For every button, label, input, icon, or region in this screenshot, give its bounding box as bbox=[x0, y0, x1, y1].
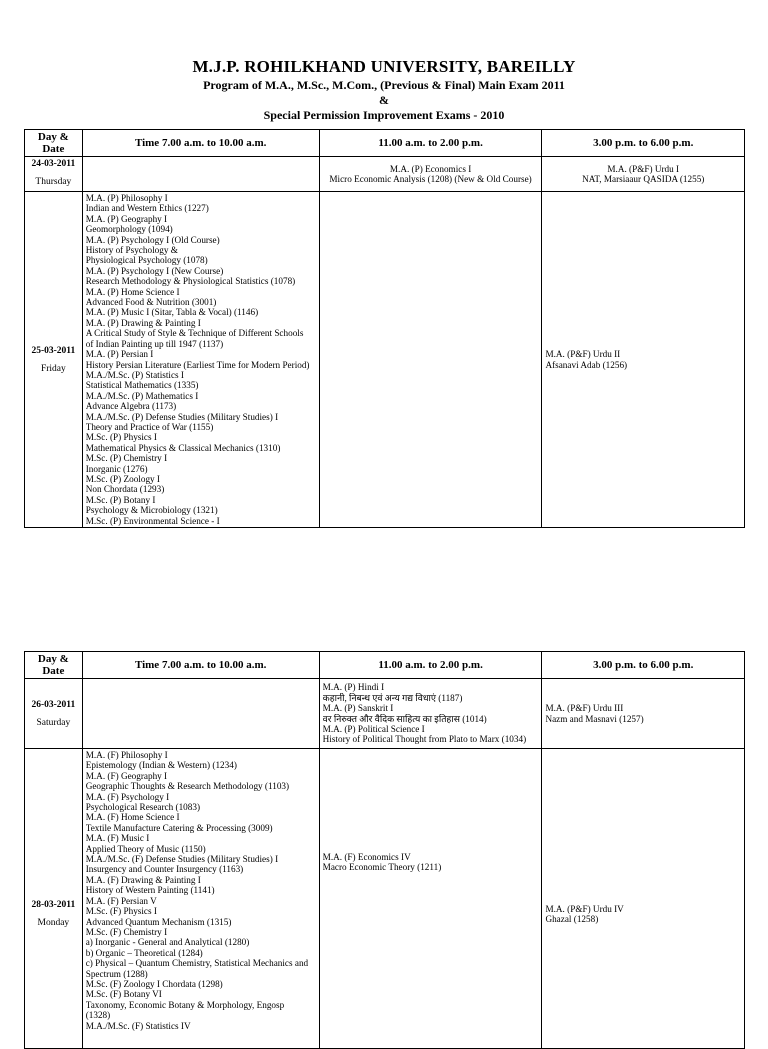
course-line: M.A. (F) Drawing & Painting I bbox=[85, 874, 201, 885]
course-line: M.A. (F) Philosophy I bbox=[85, 750, 168, 760]
slot2-cell bbox=[319, 157, 542, 192]
university-title: M.J.P. ROHILKHAND UNIVERSITY, BAREILLY bbox=[192, 57, 576, 76]
date-cell bbox=[25, 749, 83, 1049]
course-line: History of Western Painting (1141) bbox=[85, 885, 215, 896]
course-line: b) Organic – Theoretical (1284) bbox=[85, 947, 203, 958]
course-line: Spectrum (1288) bbox=[85, 968, 148, 979]
table-row bbox=[25, 157, 745, 192]
date-cell bbox=[25, 192, 83, 528]
course-line: Advanced Food & Nutrition (3001) bbox=[85, 297, 217, 308]
slot2-header: 11.00 a.m. to 2.00 p.m. bbox=[319, 130, 542, 157]
date-cell bbox=[25, 157, 83, 192]
schedule-table-1 bbox=[24, 129, 745, 528]
course-line: Macro Economic Theory (1211) bbox=[322, 862, 442, 873]
course-line: कहानी, निबन्ध एवं अन्य गद्य विधाएं (1187) bbox=[322, 692, 463, 703]
course-line: History of Political Thought from Plato to Marx (1034) bbox=[322, 734, 527, 745]
course-line: M.Sc. (F) Chemistry I bbox=[85, 926, 168, 937]
course-line: M.Sc. (P) Botany I bbox=[85, 494, 156, 505]
course-line: M.A. (F) Persian V bbox=[85, 895, 157, 906]
course-line: Theory and Practice of War (1155) bbox=[85, 421, 214, 432]
course-line: History of Psychology & bbox=[85, 245, 178, 256]
course-line: M.A. (P) Psychology I (Old Course) bbox=[85, 234, 220, 245]
course-line: M.A./M.Sc. (P) Statistics I bbox=[85, 369, 184, 380]
course-line: M.A. (P&F) Urdu III bbox=[545, 703, 624, 714]
slot3-cell bbox=[542, 192, 745, 528]
course-line: M.Sc. (P) Zoology I bbox=[85, 473, 160, 484]
course-line: of Indian Painting up till 1947 (1137) bbox=[85, 338, 224, 349]
course-line: Advance Algebra (1173) bbox=[85, 401, 177, 412]
ampersand-line: & bbox=[379, 93, 389, 107]
course-line: M.A./M.Sc. (P) Mathematics I bbox=[85, 390, 199, 401]
course-line: M.A. (P) Drawing & Painting I bbox=[85, 317, 201, 328]
course-line: M.Sc. (F) Physics I bbox=[85, 906, 157, 917]
course-line: Afsanavi Adab (1256) bbox=[545, 359, 628, 370]
course-line: M.A. (F) Economics IV bbox=[322, 852, 411, 862]
course-line: M.A. (P&F) Urdu I bbox=[607, 163, 680, 174]
course-line: History Persian Literature (Earliest Time for Modern Period) bbox=[85, 359, 310, 370]
slot1-cell bbox=[82, 157, 319, 192]
date: 24-03-2011 bbox=[31, 159, 76, 169]
slot3-header: 3.00 p.m. to 6.00 p.m. bbox=[542, 130, 745, 157]
course-line: Nazm and Masnavi (1257) bbox=[545, 713, 644, 724]
slot1-header: Time 7.00 a.m. to 10.00 a.m. bbox=[82, 130, 319, 157]
table-header-row bbox=[25, 130, 745, 157]
slot2-cell bbox=[319, 749, 542, 1049]
date-cell bbox=[25, 679, 83, 749]
program-title: Program of M.A., M.Sc., M.Com., (Previous & Final) Main Exam 2011 bbox=[203, 78, 565, 92]
day-date-header: Day & Date bbox=[25, 130, 83, 157]
table-row bbox=[25, 192, 745, 528]
course-line: M.A. (P) Persian I bbox=[85, 349, 154, 360]
course-line: Statistical Mathematics (1335) bbox=[85, 380, 199, 391]
course-line: a) Inorganic - General and Analytical (1280) bbox=[85, 937, 250, 948]
course-line: M.Sc. (P) Chemistry I bbox=[85, 453, 168, 464]
table-row bbox=[25, 679, 745, 749]
course-line: M.A. (P) Music I (Sitar, Tabla & Vocal) (1146) bbox=[85, 307, 259, 318]
course-line: Taxonomy, Economic Botany & Morphology, Engosp bbox=[85, 999, 285, 1010]
course-line: Physiological Psychology (1078) bbox=[85, 255, 208, 266]
slot1-cell bbox=[82, 749, 319, 1049]
schedule-table-2 bbox=[24, 651, 745, 1049]
slot3-header: 3.00 p.m. to 6.00 p.m. bbox=[542, 652, 745, 679]
course-line: M.A. (F) Home Science I bbox=[85, 812, 180, 823]
course-line: (1328) bbox=[85, 1010, 111, 1021]
slot2-cell bbox=[319, 679, 542, 749]
course-line: वर निरुक्त और वैदिक साहित्य का इतिहास (1014) bbox=[322, 713, 487, 724]
course-line: M.A. (P) Home Science I bbox=[85, 286, 180, 297]
course-line: M.A. (F) Geography I bbox=[85, 770, 168, 781]
course-line: M.A. (P&F) Urdu II bbox=[545, 349, 621, 360]
slot2-cell bbox=[319, 192, 542, 528]
course-line: Research Methodology & Physiological Statistics (1078) bbox=[85, 276, 296, 287]
course-line: M.A. (P&F) Urdu IV bbox=[545, 904, 624, 914]
course-line: Geomorphology (1094) bbox=[85, 224, 173, 235]
course-line: Ghazal (1258) bbox=[545, 914, 599, 925]
course-line: NAT, Marsiaaur QASIDA (1255) bbox=[582, 174, 705, 184]
course-line: A Critical Study of Style & Technique of Different Schools bbox=[85, 328, 304, 339]
course-line: M.A./M.Sc. (F) Defense Studies (Military Studies) I bbox=[85, 854, 279, 865]
course-line: Micro Economic Analysis (1208) (New & Old Course) bbox=[329, 174, 532, 184]
course-line: M.A./M.Sc. (P) Defense Studies (Military Studies) I bbox=[85, 411, 279, 422]
course-line: M.Sc. (F) Zoology I Chordata (1298) bbox=[85, 978, 223, 989]
course-line: M.A. (P) Hindi I bbox=[322, 682, 385, 693]
slot3-cell bbox=[542, 749, 745, 1049]
date: 26-03-2011 bbox=[31, 699, 76, 710]
course-line: M.Sc. (F) Botany VI bbox=[85, 989, 162, 1000]
course-line: Psychology & Microbiology (1321) bbox=[85, 505, 218, 516]
table-row bbox=[25, 749, 745, 1049]
course-line: M.A. (P) Political Science I bbox=[322, 723, 425, 734]
slot2-header: 11.00 a.m. to 2.00 p.m. bbox=[319, 652, 542, 679]
course-line: Inorganic (1276) bbox=[85, 463, 148, 474]
course-line: Advanced Quantum Mechanism (1315) bbox=[85, 916, 232, 927]
course-line: M.A./M.Sc. (F) Statistics IV bbox=[85, 1020, 191, 1031]
course-line: M.A. (P) Philosophy I bbox=[85, 193, 168, 203]
course-line: Geographic Thoughts & Research Methodology (1103) bbox=[85, 781, 290, 792]
date: 28-03-2011 bbox=[31, 900, 76, 910]
course-line: Applied Theory of Music (1150) bbox=[85, 843, 206, 854]
course-line: Insurgency and Counter Insurgency (1163) bbox=[85, 864, 244, 875]
date: 25-03-2011 bbox=[31, 345, 76, 356]
course-line: M.Sc. (P) Physics I bbox=[85, 432, 157, 443]
special-exam-title: Special Permission Improvement Exams - 2010 bbox=[263, 108, 505, 122]
course-line: Indian and Western Ethics (1227) bbox=[85, 203, 209, 214]
course-line: Non Chordata (1293) bbox=[85, 484, 165, 495]
course-line: M.A. (F) Psychology I bbox=[85, 791, 170, 802]
slot1-header: Time 7.00 a.m. to 10.00 a.m. bbox=[82, 652, 319, 679]
day-date-header: Day & Date bbox=[25, 652, 83, 679]
course-line: M.A. (P) Sanskrit I bbox=[322, 703, 394, 714]
course-line: Mathematical Physics & Classical Mechanics (1310) bbox=[85, 442, 281, 453]
weekday: Friday bbox=[40, 363, 66, 374]
slot3-cell bbox=[542, 157, 745, 192]
course-line: Textile Manufacture Catering & Processing (3009) bbox=[85, 822, 273, 833]
weekday: Saturday bbox=[36, 717, 71, 728]
slot3-cell bbox=[542, 679, 745, 749]
slot1-cell bbox=[82, 679, 319, 749]
course-line: c) Physical – Quantum Chemistry, Statistical Mechanics and bbox=[85, 958, 309, 969]
course-line: M.A. (P) Economics I bbox=[389, 163, 472, 174]
course-line: M.A. (P) Psychology I (New Course) bbox=[85, 265, 224, 276]
course-line: M.Sc. (P) Environmental Science - I bbox=[85, 515, 220, 526]
slot1-cell bbox=[82, 192, 319, 528]
table-header-row bbox=[25, 652, 745, 679]
weekday: Monday bbox=[37, 918, 70, 928]
course-line: Epistemology (Indian & Western) (1234) bbox=[85, 760, 237, 771]
weekday: Thursday bbox=[35, 177, 72, 187]
course-line: M.A. (F) Music I bbox=[85, 833, 150, 844]
course-line: M.A. (P) Geography I bbox=[85, 213, 168, 224]
course-line: Psychological Research (1083) bbox=[85, 802, 201, 813]
